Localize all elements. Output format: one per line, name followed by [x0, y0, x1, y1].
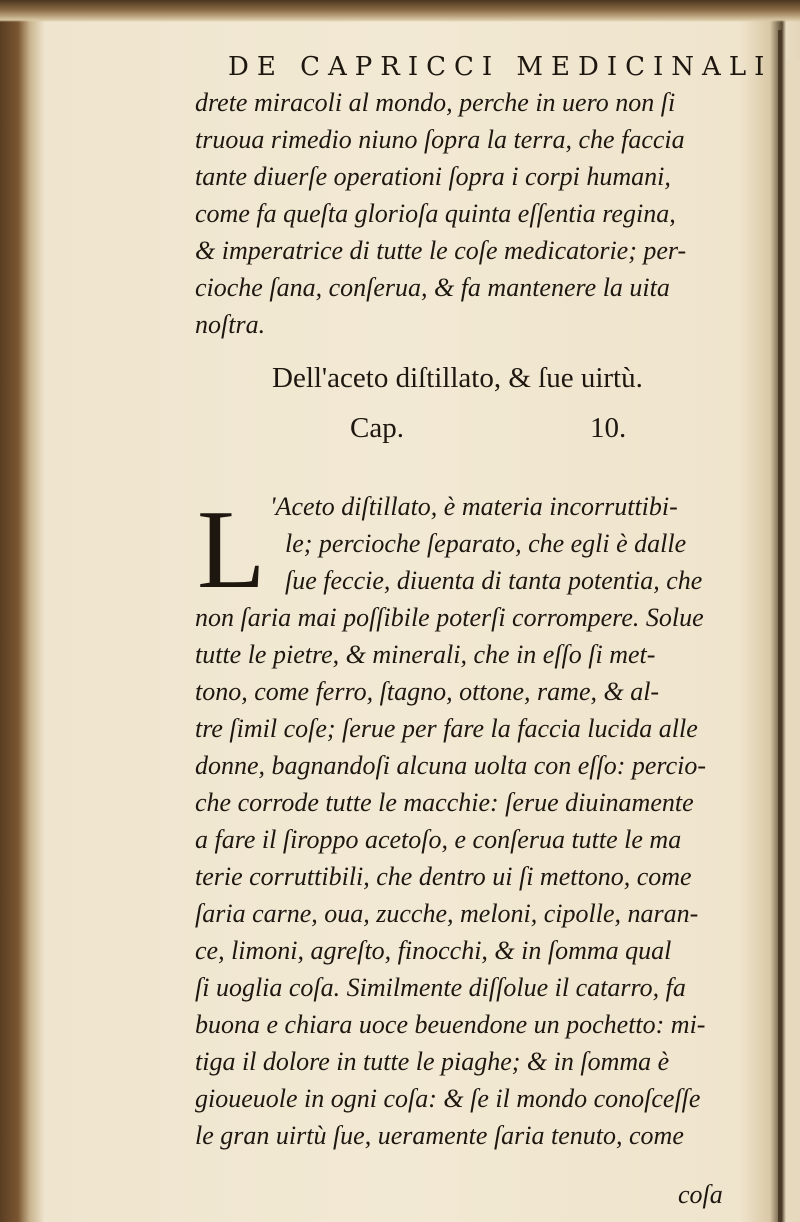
- text-line: tono, come ferro, ſtagno, ottone, rame, & al-: [195, 677, 660, 706]
- text-line: tante diuerſe operationi ſopra i corpi humani,: [195, 162, 671, 191]
- text-line: 'Aceto diſtillato, è materia incorruttibi-: [270, 492, 678, 521]
- text-line: ſue feccie, diuenta di tanta potentia, che: [285, 566, 703, 595]
- text-line: terie corruttibili, che dentro ui ſi mettono, come: [195, 862, 692, 891]
- chapter-label: Cap.: [350, 412, 404, 444]
- text-line: le gran uirtù ſue, ueramente ſaria tenuto, come: [195, 1121, 684, 1150]
- text-line: ſaria carne, oua, zucche, meloni, cipolle, naran-: [195, 899, 699, 928]
- text-line: drete miracoli al mondo, perche in uero non ſi: [195, 88, 676, 117]
- page-gutter: [778, 30, 782, 1222]
- text-line: a fare il ſiroppo acetoſo, e conſerua tutte le ma: [195, 825, 682, 854]
- running-head: DE CAPRICCI MEDICINALI: [228, 52, 773, 82]
- text-line: & imperatrice di tutte le coſe medicatorie; per-: [195, 236, 687, 265]
- page-top-edge: [0, 0, 800, 22]
- text-line: come fa queſta glorioſa quinta eſſentia regina,: [195, 199, 676, 228]
- text-line: gioueuole in ogni coſa: & ſe il mondo conoſceſſe: [195, 1084, 701, 1113]
- drop-cap: L: [197, 488, 266, 612]
- text-line: noſtra.: [195, 310, 266, 339]
- text-line: non ſaria mai poſſibile poterſi corrompere. Solue: [195, 603, 704, 632]
- text-line: buona e chiara uoce beuendone un pochetto: mi-: [195, 1010, 706, 1039]
- text-line: truoua rimedio niuno ſopra la terra, che faccia: [195, 125, 685, 154]
- chapter-title: Dell'aceto diſtillato, & ſue uirtù.: [272, 362, 643, 394]
- text-line: le; percioche ſeparato, che egli è dalle: [285, 529, 687, 558]
- text-line: che corrode tutte le macchie: ſerue diuinamente: [195, 788, 694, 817]
- text-line: donne, bagnandoſi alcuna uolta con eſſo: percio-: [195, 751, 706, 780]
- catchword: coſa: [678, 1180, 723, 1209]
- text-line: ſi uoglia coſa. Similmente diſſolue il catarro, fa: [195, 973, 686, 1002]
- text-line: tiga il dolore in tutte le piaghe; & in ſomma è: [195, 1047, 670, 1076]
- text-line: cioche ſana, conſerua, & fa mantenere la uita: [195, 273, 670, 302]
- text-line: tutte le pietre, & minerali, che in eſſo ſi met-: [195, 640, 656, 669]
- chapter-number: 10.: [590, 412, 627, 444]
- next-page-edge: [786, 60, 800, 1220]
- text-line: ce, limoni, agreſto, finocchi, & in ſomma qual: [195, 936, 672, 965]
- text-line: tre ſimil coſe; ſerue per fare la faccia lucida alle: [195, 714, 698, 743]
